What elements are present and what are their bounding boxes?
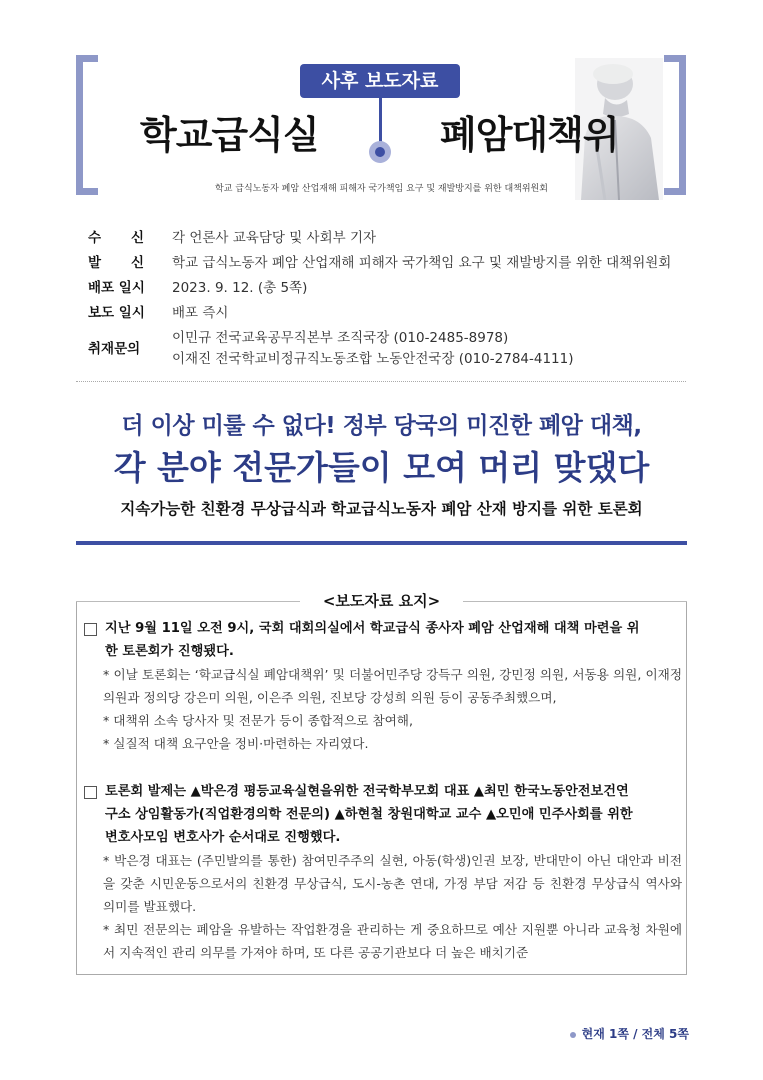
release-row xyxy=(88,303,688,323)
recipient-label: 수 신 xyxy=(88,230,144,246)
sender-value: 학교 급식노동자 폐암 산업재해 피해자 국가책임 요구 및 재발방지를 위한 대책위원회 xyxy=(172,255,672,271)
header-title-right: 폐암대책위 xyxy=(440,113,619,157)
sender-row xyxy=(88,253,688,273)
contact-1: 이민규 전국교육공무직본부 조직국장 (010-2485-8978) xyxy=(172,330,509,346)
item2-head-line3: 변호사모임 변호사가 순서대로 진행했다. xyxy=(105,830,341,845)
press-type-badge: 사후 보도자료 xyxy=(300,64,460,98)
release-value: 배포 즉시 xyxy=(172,305,229,321)
contact-value xyxy=(172,328,574,370)
item1-detail-3: * 실질적 대책 요구안을 정비·마련하는 자리였다. xyxy=(103,736,369,751)
bullet-icon xyxy=(570,1032,576,1038)
info-divider xyxy=(76,381,686,382)
summary-item-2 xyxy=(84,780,682,964)
summary-item-1 xyxy=(84,617,682,755)
badge-connector-dot xyxy=(369,141,391,163)
sender-label: 발 신 xyxy=(88,255,144,271)
checkbox-icon xyxy=(84,786,97,799)
item1-head-line2: 한 토론회가 진행됐다. xyxy=(105,644,234,659)
item1-detail-1: * 이날 토론회는 ‘학교급식실 폐암대책위’ 및 더불어민주당 강득구 의원, 강민정 의원, 서동용 의원, 이재정 의원과 정의당 강은미 의원, 이은주 의원, 진보당 강성희 의원 등이 공동주최했으며, xyxy=(103,667,682,705)
distribution-info-table xyxy=(88,228,688,375)
page-indicator: 현재 1쪽 / 전체 5쪽 xyxy=(570,1025,689,1042)
badge-connector-line xyxy=(379,98,382,144)
checkbox-icon xyxy=(84,623,97,636)
item1-detail-2: * 대책위 소속 당사자 및 전문가 등이 종합적으로 참여해, xyxy=(103,713,413,728)
item2-head-line1: 토론회 발제는 ▲박은경 평등교육실현을위한 전국학부모회 대표 ▲최민 한국노동안전보건연 xyxy=(105,784,629,799)
date-row xyxy=(88,278,688,298)
headline-rule xyxy=(76,541,687,545)
item2-detail-1: * 박은경 대표는 (주민발의를 통한) 참여민주주의 실현, 아동(학생)인권 보장, 반대만이 아닌 대안과 비전을 갖춘 시민운동으로서의 친환경 무상급식, 도시-농촌 연대, 가정 부담 저감 등 친환경 무상급식 역사와 의미를 발표했다. xyxy=(103,853,682,914)
right-bracket-decoration xyxy=(664,55,686,195)
contact-row xyxy=(88,328,688,370)
release-label: 보도 일시 xyxy=(88,305,145,321)
contact-2: 이재진 전국학교비정규직노동조합 노동안전국장 (010-2784-4111) xyxy=(172,351,574,367)
left-bracket-decoration xyxy=(76,55,98,195)
header-subtitle: 학교 급식노동자 폐암 산업재해 피해자 국가책임 요구 및 재발방지를 위한 대책위원회 xyxy=(215,184,548,194)
contact-label: 취재문의 xyxy=(88,341,141,357)
recipient-value: 각 언론사 교육담당 및 사회부 기자 xyxy=(172,230,377,246)
date-label: 배포 일시 xyxy=(88,280,145,296)
headline-line-1: 더 이상 미룰 수 없다! 정부 당국의 미진한 폐암 대책, xyxy=(121,413,642,439)
date-value: 2023. 9. 12. (총 5쪽) xyxy=(172,280,308,296)
header-title-left: 학교급식실 xyxy=(140,113,319,157)
recipient-row xyxy=(88,228,688,248)
headline-line-2: 각 분야 전문가들이 모여 머리 맞댔다 xyxy=(113,448,650,487)
subheadline: 지속가능한 친환경 무상급식과 학교급식노동자 폐암 산재 방지를 위한 토론회 xyxy=(120,500,643,518)
item2-detail-2: * 최민 전문의는 폐암을 유발하는 작업환경을 관리하는 게 중요하므로 예산 지원뿐 아니라 교육청 차원에서 지속적인 관리 의무를 가져야 하며, 또 다른 공공기관보다 더 높은 배치기준 xyxy=(103,922,682,960)
summary-title: <보도자료 요지> xyxy=(322,592,441,610)
item2-head-line2: 구소 상임활동가(직업환경의학 전문의) ▲하현철 창원대학교 교수 ▲오민애 민주사회를 위한 xyxy=(105,807,633,822)
item1-head-line1: 지난 9월 11일 오전 9시, 국회 대회의실에서 학교급식 종사자 폐암 산업재해 대책 마련을 위 xyxy=(105,621,640,636)
